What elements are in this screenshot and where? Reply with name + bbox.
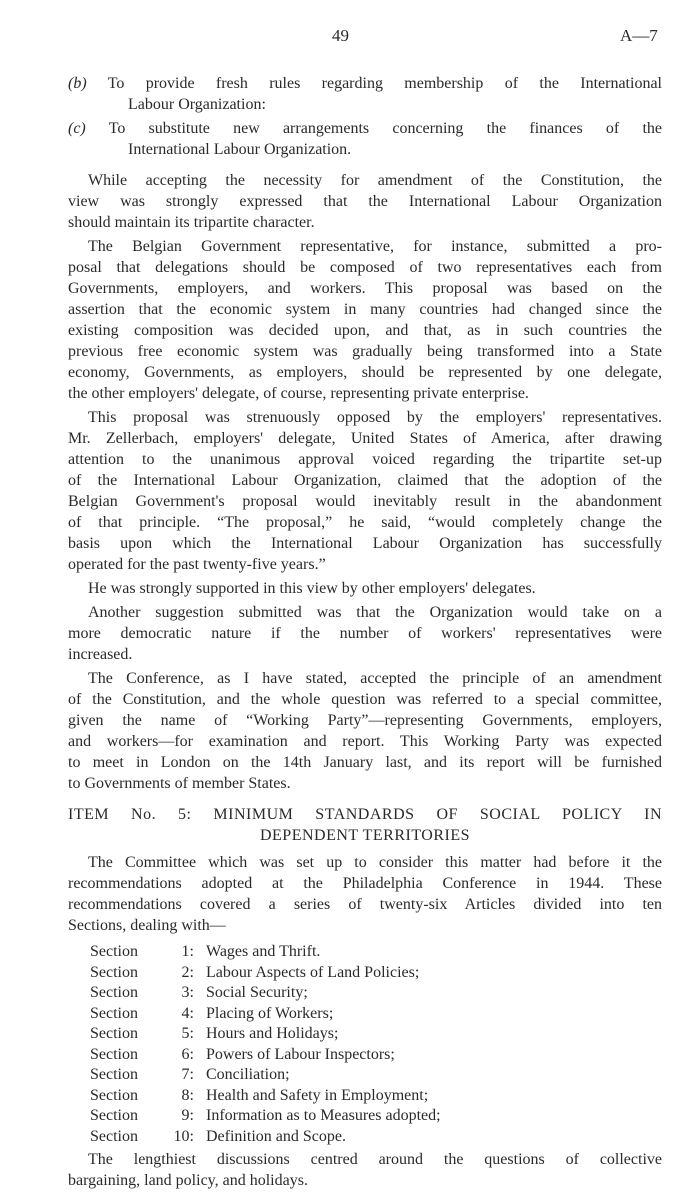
section-title: Placing of Workers; [206, 1004, 334, 1022]
section-number: 10: [173, 1127, 194, 1145]
text-line: The Committee which was set up to consider this matter had before it the [88, 854, 662, 871]
section-item [68, 1127, 662, 1148]
document-code: A—7 [620, 26, 658, 45]
text-line: Another suggestion submitted was that the Organization would take on a [88, 604, 662, 621]
section-item [68, 1004, 662, 1025]
section-number: 8: [181, 1086, 194, 1104]
text-line: increased. [68, 646, 133, 663]
section-item [68, 963, 662, 984]
section-heading [68, 804, 662, 846]
section-item [68, 1106, 662, 1127]
paragraph [68, 407, 662, 575]
document-body [68, 73, 662, 1194]
list-marker: (c) [68, 120, 86, 137]
text-line: previous free economic system was gradually being transformed into a State [68, 343, 662, 360]
section-label: Section [90, 1127, 138, 1145]
text-line: recommendations covered a series of twenty-six Articles divided into ten [68, 896, 662, 913]
text-line: and workers—for examination and report. This Working Party was expected [68, 733, 662, 750]
section-title: Social Security; [206, 984, 308, 1001]
section-number: 1: [181, 943, 194, 960]
paragraph [68, 170, 662, 233]
section-title: Wages and Thrift. [206, 943, 321, 960]
text-line: economy, Governments, as employers, should be represented by one delegate, [68, 364, 662, 381]
section-label: Section [90, 1107, 138, 1124]
text-line: He was strongly supported in this view by other employers' delegates. [88, 580, 536, 597]
section-title: Definition and Scope. [206, 1127, 346, 1145]
text-line: should maintain its tripartite character. [68, 214, 315, 231]
section-label: Section [90, 963, 138, 981]
section-label: Section [90, 1066, 138, 1083]
list-text: To substitute new arrangements concerning the finances of the [108, 120, 662, 137]
text-line: attention to the unanimous approval voiced regarding the tripartite set-up [68, 451, 662, 468]
section-label: Section [90, 943, 138, 960]
list-text: To provide fresh rules regarding membership of the International [107, 75, 662, 92]
section-number: 5: [181, 1025, 194, 1042]
section-number: 7: [181, 1066, 194, 1083]
section-label: Section [90, 984, 138, 1001]
text-line: Labour Organization: [128, 96, 266, 113]
section-number: 9: [181, 1107, 194, 1124]
paragraph [68, 1149, 662, 1191]
text-line: view was strongly expressed that the International Labour Organization [68, 193, 662, 210]
section-title: Conciliation; [206, 1066, 290, 1083]
text-line: Belgian Government's proposal would inevitably result in the abandonment [68, 493, 662, 510]
paragraph [68, 602, 662, 665]
text-line: Mr. Zellerbach, employers' delegate, United States of America, after drawing [68, 430, 662, 447]
section-title: Powers of Labour Inspectors; [206, 1045, 395, 1063]
section-item [68, 1045, 662, 1066]
text-line: to Governments of member States. [68, 775, 291, 792]
text-line: posal that delegations should be composed of two representatives each from [68, 259, 662, 276]
section-item [68, 1086, 662, 1107]
text-line: operated for the past twenty-five years.” [68, 556, 326, 573]
text-line: of that principle. “The proposal,” he said, “would completely change the [68, 514, 662, 531]
list-marker: (b) [68, 75, 87, 92]
text-line: The Conference, as I have stated, accepted the principle of an amendment [88, 670, 662, 687]
heading-line: DEPENDENT TERRITORIES [259, 827, 471, 844]
page-header [0, 26, 700, 50]
text-line: Sections, dealing with— [68, 917, 226, 934]
text-line: The lengthiest discussions centred around the questions of collective [88, 1151, 662, 1168]
paragraph [68, 578, 662, 599]
text-line: Governments, employers, and workers. This proposal was based on the [68, 280, 662, 297]
section-title: Labour Aspects of Land Policies; [206, 963, 420, 981]
section-number: 4: [181, 1004, 194, 1022]
section-item [68, 1065, 662, 1086]
text-line [68, 118, 662, 139]
text-line: While accepting the necessity for amendment of the Constitution, the [88, 172, 662, 189]
text-line: International Labour Organization. [128, 141, 352, 158]
paragraph [68, 668, 662, 794]
text-line: the other employers' delegate, of course, representing private enterprise. [68, 385, 529, 402]
text-line: to meet in London on the 14th January last, and its report will be furnished [68, 754, 662, 771]
section-number: 3: [181, 984, 194, 1001]
section-label: Section [90, 1004, 138, 1022]
text-line: of the Constitution, and the whole question was referred to a special committee, [68, 691, 662, 708]
section-title: Health and Safety in Employment; [206, 1086, 429, 1104]
section-item [68, 942, 662, 963]
text-line: bargaining, land policy, and holidays. [68, 1172, 308, 1189]
text-line: assertion that the economic system in many countries had changed since the [68, 301, 662, 318]
section-title: Information as to Measures adopted; [206, 1107, 441, 1124]
text-line: given the name of “Working Party”—representing Governments, employers, [68, 712, 662, 729]
heading-line: ITEM No. 5: MINIMUM STANDARDS OF SOCIAL POLICY IN [68, 806, 662, 823]
text-line: The Belgian Government representative, for instance, submitted a pro- [88, 238, 662, 255]
section-number: 2: [181, 963, 194, 981]
text-line: basis upon which the International Labour Organization has successfully [68, 535, 662, 552]
text-line [68, 73, 662, 94]
section-item [68, 983, 662, 1004]
paragraph [68, 852, 662, 936]
section-item [68, 1024, 662, 1045]
page-number: 49 [332, 26, 349, 45]
text-line: of the International Labour Organization, claimed that the adoption of the [68, 472, 662, 489]
sections-list [68, 942, 662, 1147]
text-line: recommendations adopted at the Philadelphia Conference in 1944. These [68, 875, 662, 892]
text-line: more democratic nature if the number of workers' representatives were [68, 625, 662, 642]
section-label: Section [90, 1045, 138, 1063]
section-label: Section [90, 1025, 138, 1042]
list-item [68, 73, 662, 115]
section-number: 6: [181, 1045, 194, 1063]
paragraph [68, 236, 662, 404]
text-line: This proposal was strenuously opposed by the employers' representatives. [88, 409, 662, 426]
section-label: Section [90, 1086, 138, 1104]
text-line: existing composition was decided upon, and that, as in such countries the [68, 322, 662, 339]
section-title: Hours and Holidays; [206, 1025, 339, 1042]
list-item [68, 118, 662, 160]
